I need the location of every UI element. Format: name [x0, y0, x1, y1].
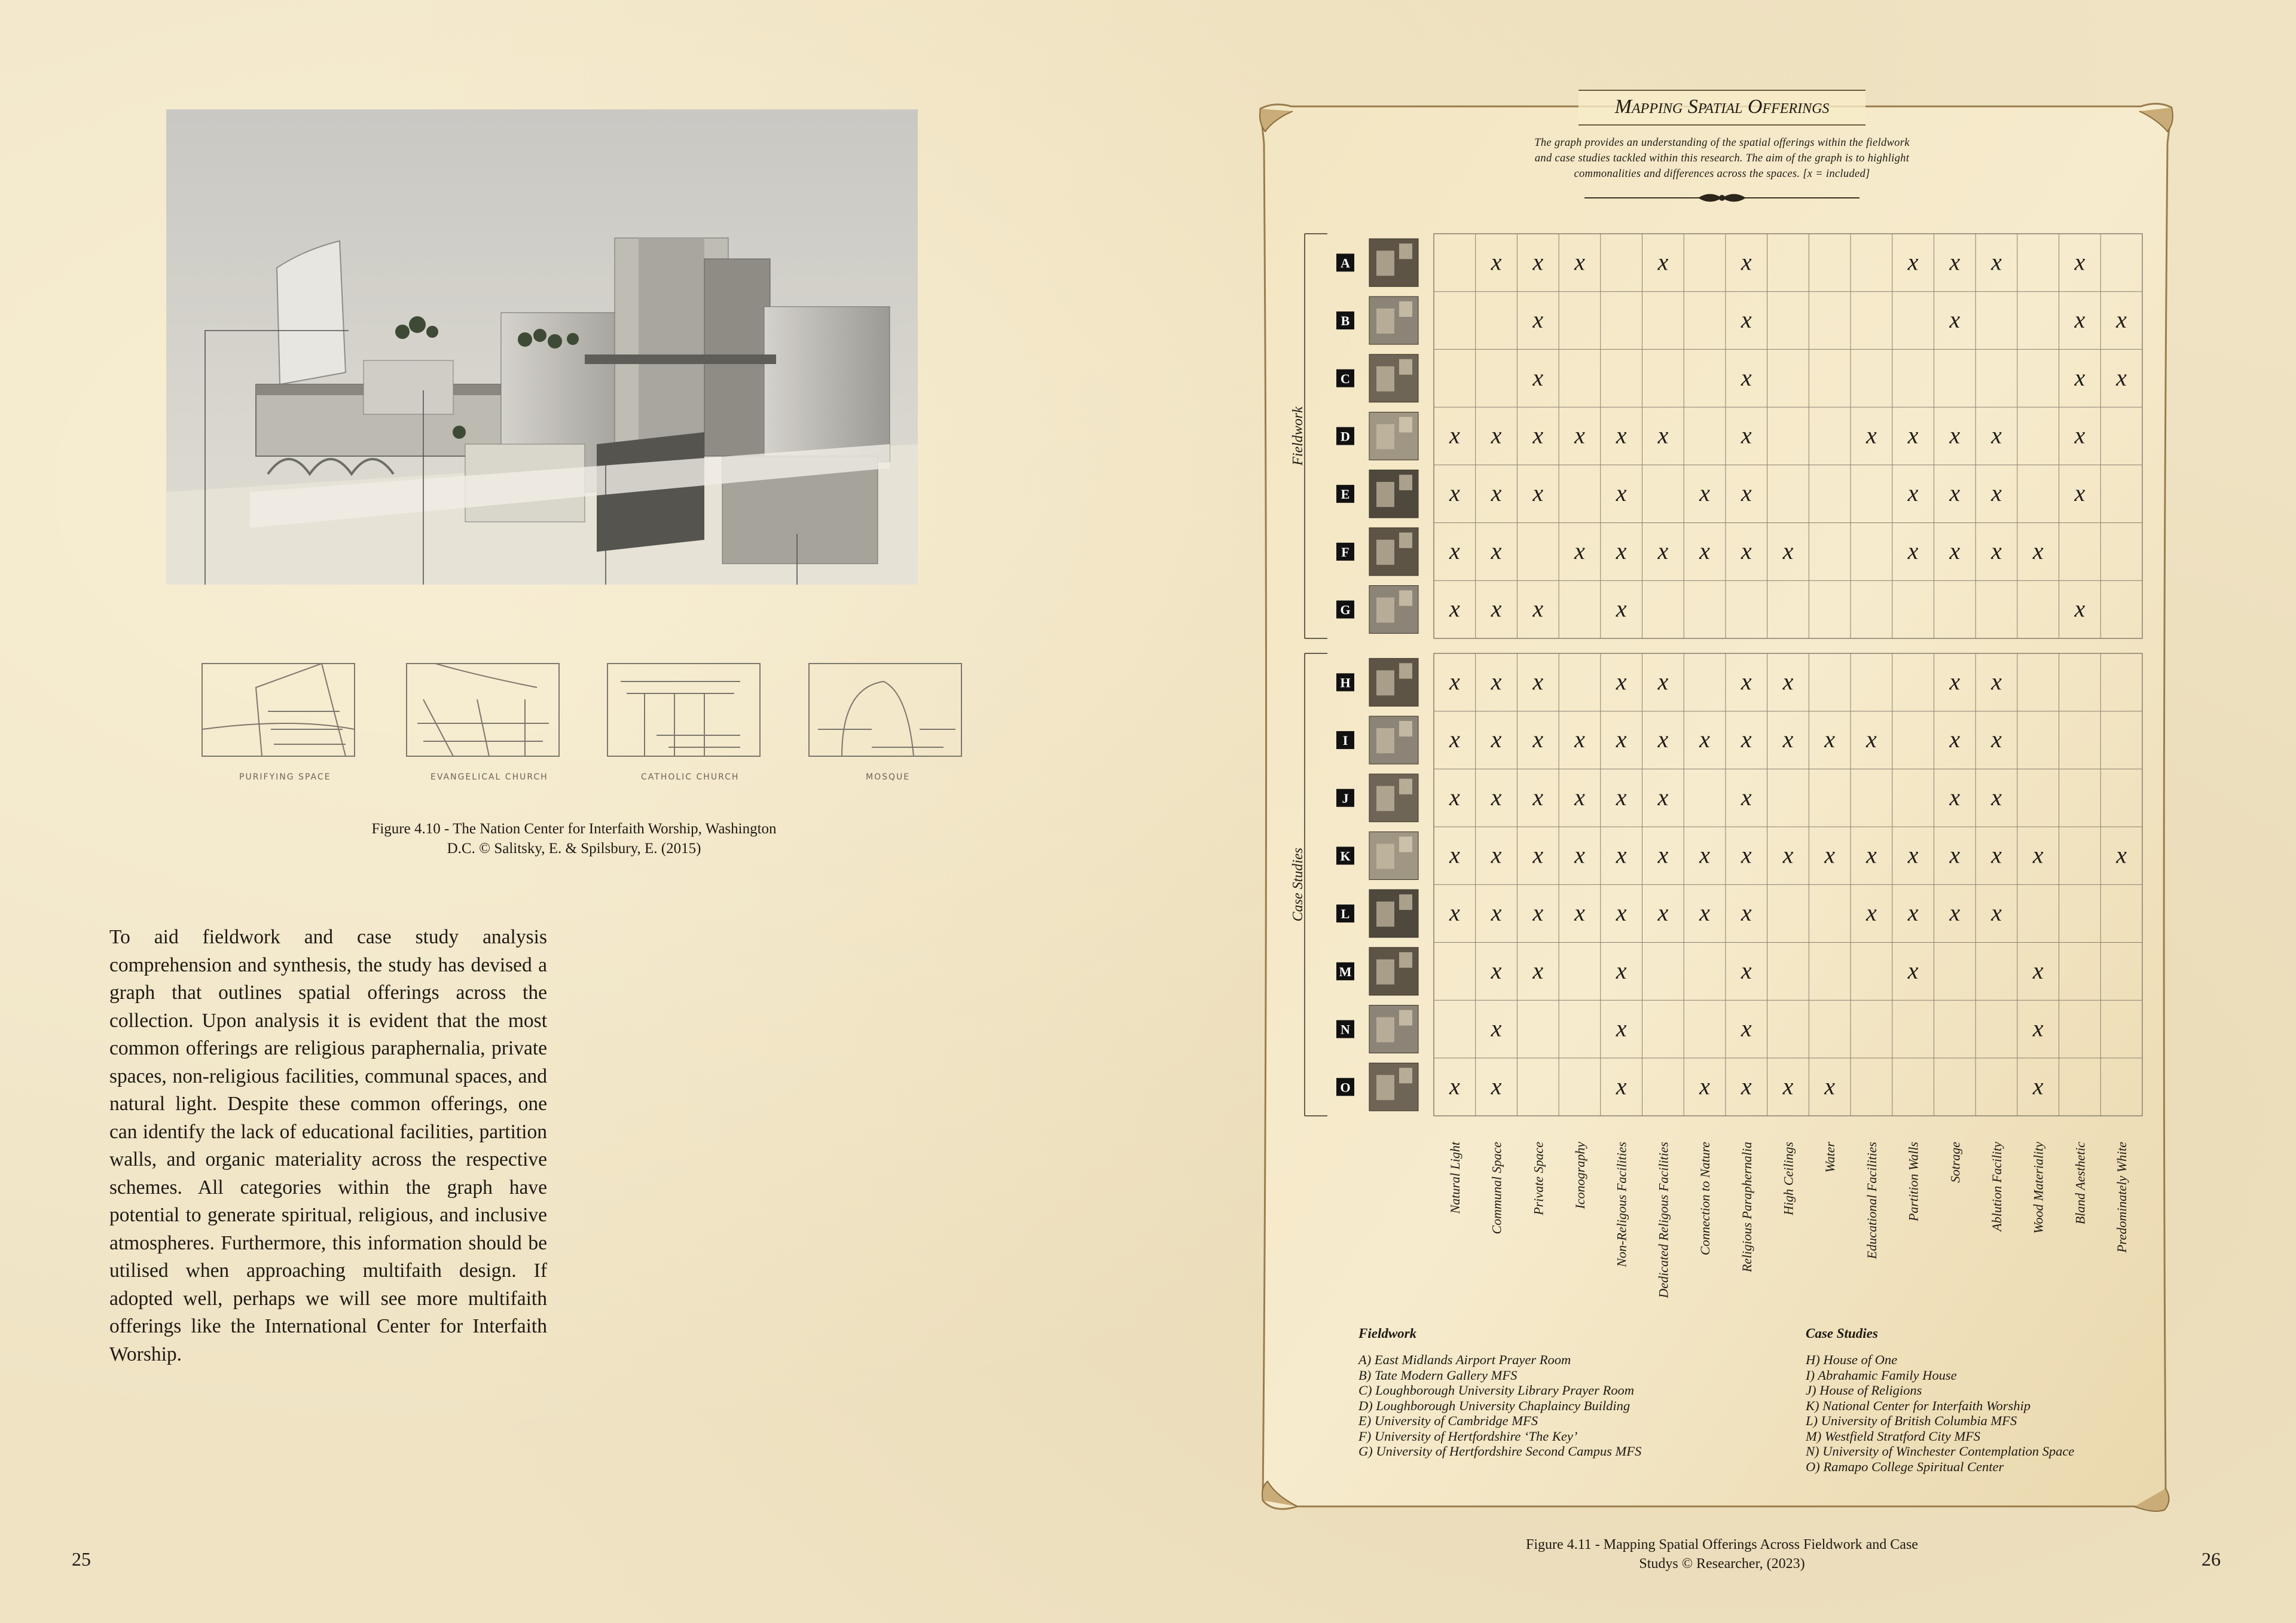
row-label: L — [1341, 906, 1350, 922]
row-label: K — [1340, 848, 1351, 864]
row-label: H — [1340, 675, 1351, 690]
row-thumbnail-detail — [1376, 1017, 1394, 1043]
offering-mark: x — [1991, 537, 2002, 564]
legend-item: M) Westfield Stratford City MFS — [1806, 1428, 1981, 1444]
legend-item: J) House of Religions — [1806, 1383, 1922, 1398]
caption-line: Figure 4.11 - Mapping Spatial Offerings Across Fieldwork and Case — [1526, 1537, 1918, 1552]
offering-mark: x — [1824, 726, 1836, 753]
row-thumbnail-detail — [1399, 243, 1412, 259]
offering-mark: x — [2074, 421, 2086, 449]
offering-mark: x — [1657, 899, 1669, 927]
column-label: Ablution Facility — [1989, 1142, 2004, 1231]
offering-mark: x — [1824, 1072, 1836, 1100]
offering-mark: x — [1699, 537, 1710, 564]
offering-mark: x — [1532, 248, 1544, 276]
legend-item: K) National Center for Interfaith Worship — [1806, 1398, 2031, 1413]
row-label: A — [1341, 255, 1350, 271]
offering-mark: x — [2074, 363, 2086, 391]
offering-mark: x — [1491, 783, 1502, 811]
column-label: Bland Aesthetic — [2072, 1142, 2088, 1225]
column-label: Communal Space — [1489, 1142, 1504, 1234]
legend-item: F) University of Hertfordshire ‘The Key’ — [1358, 1428, 1578, 1444]
row-label: B — [1341, 313, 1350, 329]
offering-mark: x — [1949, 841, 1961, 869]
offering-mark: x — [1699, 479, 1710, 507]
offering-mark: x — [1491, 421, 1502, 449]
offering-mark: x — [1907, 248, 1919, 276]
offering-mark: x — [2074, 306, 2086, 334]
row-thumbnail-detail — [1376, 598, 1394, 623]
offering-mark: x — [2116, 841, 2127, 869]
offering-mark: x — [1907, 479, 1919, 507]
offering-mark: x — [1574, 726, 1585, 753]
render-label-mosque: MOSQUE — [866, 772, 911, 782]
offering-mark: x — [1907, 841, 1919, 869]
offering-mark: x — [1949, 479, 1961, 507]
offering-mark: x — [1616, 841, 1627, 869]
offering-mark: x — [1866, 421, 1877, 449]
row-thumbnail-detail — [1399, 533, 1412, 548]
offering-mark: x — [1741, 668, 1752, 695]
offering-mark: x — [1532, 783, 1544, 811]
offering-mark: x — [1741, 1014, 1752, 1042]
offering-mark: x — [1866, 841, 1877, 869]
offering-mark: x — [1491, 1072, 1502, 1100]
offering-mark: x — [2032, 841, 2044, 869]
offering-mark: x — [2074, 479, 2086, 507]
offering-mark: x — [2116, 363, 2127, 391]
offering-mark: x — [2032, 537, 2044, 564]
offering-mark: x — [1532, 726, 1544, 753]
row-label: M — [1339, 964, 1352, 979]
legend-item: G) University of Hertfordshire Second Campus MFS — [1358, 1444, 1642, 1459]
offering-mark: x — [1782, 668, 1794, 695]
legend-item: L) University of British Columbia MFS — [1806, 1413, 2017, 1428]
offering-mark: x — [1699, 899, 1710, 927]
row-label: F — [1341, 544, 1349, 560]
architectural-render — [166, 109, 918, 585]
row-thumbnail-detail — [1376, 482, 1394, 507]
column-label: Educational Facilities — [1864, 1142, 1879, 1260]
offering-mark: x — [1991, 248, 2002, 276]
offering-mark: x — [1866, 726, 1877, 753]
offering-mark: x — [1991, 668, 2002, 695]
offering-mark: x — [1741, 306, 1752, 334]
offering-mark: x — [1532, 306, 1544, 334]
offering-mark: x — [1532, 668, 1544, 695]
offering-mark: x — [1907, 537, 1919, 564]
row-thumbnail-detail — [1376, 1075, 1394, 1100]
offering-mark: x — [1532, 421, 1544, 449]
row-thumbnail-detail — [1399, 952, 1412, 968]
offering-mark: x — [1907, 956, 1919, 984]
offering-mark: x — [1491, 899, 1502, 927]
offering-mark: x — [1491, 956, 1502, 984]
offering-mark: x — [1616, 783, 1627, 811]
offering-mark: x — [1616, 956, 1627, 984]
row-thumbnail-detail — [1376, 670, 1394, 695]
offering-mark: x — [1949, 248, 1961, 276]
row-thumbnail-detail — [1376, 540, 1394, 565]
offering-mark: x — [2074, 248, 2086, 276]
caption-line: Figure 4.10 - The Nation Center for Interfaith Worship, Washington — [371, 821, 777, 837]
offering-mark: x — [1741, 841, 1752, 869]
chart-title: Mapping Spatial Offerings — [1578, 90, 1866, 126]
legend-case-title: Case Studies — [1806, 1326, 1878, 1341]
offering-mark: x — [1616, 1072, 1627, 1100]
render-label-catholic-church: CATHOLIC CHURCH — [641, 772, 740, 782]
column-label: Partition Walls — [1906, 1142, 1921, 1222]
offering-mark: x — [1949, 421, 1961, 449]
offering-mark: x — [2074, 595, 2086, 622]
column-label: Non-Religous Facilities — [1614, 1142, 1629, 1267]
offering-mark: x — [1574, 841, 1585, 869]
row-thumbnail-detail — [1376, 250, 1394, 276]
offering-mark: x — [1574, 537, 1585, 564]
offering-mark: x — [1741, 726, 1752, 753]
group-label: Fieldwork — [1290, 406, 1306, 466]
offering-mark: x — [1657, 537, 1669, 564]
offering-mark: x — [1991, 841, 2002, 869]
row-thumbnail-detail — [1399, 359, 1412, 375]
offering-mark: x — [1449, 595, 1460, 622]
row-thumbnail-detail — [1376, 959, 1394, 985]
group-label: Case Studies — [1290, 848, 1306, 922]
offering-mark: x — [1449, 668, 1460, 695]
offering-mark: x — [1949, 537, 1961, 564]
chart-subtitle — [1483, 135, 1961, 182]
offering-mark: x — [1699, 726, 1710, 753]
legend-item: E) University of Cambridge MFS — [1358, 1413, 1538, 1428]
caption-line: Studys © Researcher, (2023) — [1639, 1556, 1805, 1572]
offering-mark: x — [1782, 726, 1794, 753]
offering-mark: x — [1907, 421, 1919, 449]
offering-mark: x — [1991, 783, 2002, 811]
offering-mark: x — [1616, 899, 1627, 927]
row-thumbnail-detail — [1376, 424, 1394, 449]
row-thumbnail-detail — [1376, 843, 1394, 869]
offering-mark: x — [1449, 479, 1460, 507]
legend-item: N) University of Winchester Contemplation Space — [1806, 1444, 2075, 1459]
offering-mark: x — [2032, 1072, 2044, 1100]
row-thumbnail-detail — [1376, 901, 1394, 927]
column-label: Dedicated Religous Facilities — [1656, 1142, 1671, 1298]
legend-item: C) Loughborough University Library Prayer Room — [1358, 1383, 1635, 1398]
offering-mark: x — [1782, 537, 1794, 564]
row-label: D — [1341, 429, 1350, 444]
offering-mark: x — [1532, 956, 1544, 984]
row-thumbnail-detail — [1376, 786, 1394, 811]
body-paragraph: To aid fieldwork and case study analysis comprehension and synthesis, the study has devised a graph that outlines spatial offerings across the collection. Upon analysis it is evident that the most common offerings are religious paraphernalia, private spaces, non-religious facilities, communal spaces, and natural light. Despite these common offerings, one can identify the lack of educational facilities, partition walls, and organic materiality across the respective schemes. All categories within the graph have potential to generate spiritual, religious, and inclusive atmospheres. Furthermore, this information should be utilised when approaching multifaith design. If adopted well, perhaps we will see more multifaith offerings like the International Center for Interfaith Worship. — [109, 926, 547, 1365]
offering-mark: x — [1449, 899, 1460, 927]
offering-mark: x — [1491, 1014, 1502, 1042]
render-label-evangelical-church: EVANGELICAL CHURCH — [430, 772, 548, 782]
offering-mark: x — [1491, 841, 1502, 869]
offering-mark: x — [1741, 956, 1752, 984]
offering-mark: x — [1741, 421, 1752, 449]
subtitle-line: commonalities and differences across the spaces. [x = included] — [1574, 168, 1870, 180]
row-thumbnail-detail — [1376, 366, 1394, 392]
page-number-left: 25 — [72, 1548, 91, 1570]
legend-item: O) Ramapo College Spiritual Center — [1806, 1459, 2004, 1474]
offering-mark: x — [1616, 1014, 1627, 1042]
offering-mark: x — [1699, 841, 1710, 869]
offering-mark: x — [1741, 248, 1752, 276]
page-number-right: 26 — [2202, 1548, 2221, 1570]
row-label: N — [1341, 1022, 1350, 1037]
offering-mark: x — [1657, 783, 1669, 811]
offering-mark: x — [1699, 1072, 1710, 1100]
offering-mark: x — [1491, 726, 1502, 753]
offering-mark: x — [1949, 668, 1961, 695]
column-label: Connection to Nature — [1697, 1142, 1713, 1255]
offering-mark: x — [1866, 899, 1877, 927]
row-thumbnail-detail — [1399, 894, 1412, 910]
row-thumbnail-detail — [1399, 663, 1412, 678]
offering-mark: x — [1449, 783, 1460, 811]
offering-mark: x — [2032, 1014, 2044, 1042]
figure-caption-4-11 — [1489, 1535, 1955, 1573]
legend-item: D) Loughborough University Chaplaincy Building — [1358, 1398, 1631, 1413]
legend-item: I) Abrahamic Family House — [1806, 1367, 1957, 1383]
offering-mark: x — [1741, 783, 1752, 811]
legend-item: A) East Midlands Airport Prayer Room — [1358, 1352, 1571, 1367]
offering-mark: x — [1449, 841, 1460, 869]
offering-mark: x — [1741, 537, 1752, 564]
offering-mark: x — [1991, 726, 2002, 753]
offering-mark: x — [2116, 306, 2127, 334]
column-label: Water — [1822, 1142, 1838, 1173]
row-label: C — [1341, 371, 1350, 386]
column-label: Wood Materiality — [2031, 1142, 2046, 1234]
row-label: J — [1342, 790, 1349, 806]
offering-mark: x — [1657, 841, 1669, 869]
offering-mark: x — [1657, 248, 1669, 276]
row-label: O — [1340, 1080, 1351, 1095]
offering-mark: x — [1616, 668, 1627, 695]
legend-item: H) House of One — [1806, 1352, 1898, 1367]
offering-mark: x — [1991, 479, 2002, 507]
legend-case-studies — [1806, 1326, 2074, 1474]
offering-mark: x — [1741, 479, 1752, 507]
offering-mark: x — [1616, 479, 1627, 507]
offering-mark: x — [1616, 537, 1627, 564]
row-thumbnail-detail — [1376, 728, 1394, 753]
row-thumbnail-detail — [1399, 721, 1412, 736]
offering-mark: x — [1949, 726, 1961, 753]
offering-mark: x — [1532, 595, 1544, 622]
row-thumbnail-detail — [1399, 417, 1412, 432]
offering-mark: x — [1491, 668, 1502, 695]
offering-mark: x — [1991, 899, 2002, 927]
row-thumbnail-detail — [1376, 308, 1394, 334]
section-sketches — [166, 628, 991, 789]
offering-mark: x — [1449, 537, 1460, 564]
offering-mark: x — [1657, 668, 1669, 695]
offering-mark: x — [1532, 841, 1544, 869]
render-label-purifying-space: PURIFYING SPACE — [239, 772, 331, 782]
subtitle-line: The graph provides an understanding of the spatial offerings within the fieldwork — [1534, 137, 1910, 149]
offering-mark: x — [1949, 899, 1961, 927]
row-label: I — [1342, 733, 1348, 748]
offering-mark: x — [1907, 899, 1919, 927]
offering-mark: x — [1574, 421, 1585, 449]
column-label: High Ceilings — [1781, 1142, 1796, 1215]
offering-mark: x — [1616, 421, 1627, 449]
offering-mark: x — [1657, 726, 1669, 753]
row-thumbnail-detail — [1399, 301, 1412, 317]
ornament-divider — [1584, 189, 1860, 207]
caption-line: D.C. © Salitsky, E. & Spilsbury, E. (2015) — [447, 840, 701, 857]
offering-mark: x — [1532, 363, 1544, 391]
offering-mark: x — [1491, 248, 1502, 276]
offering-mark: x — [1449, 421, 1460, 449]
column-label: Natural Light — [1447, 1142, 1463, 1214]
offering-mark: x — [1782, 841, 1794, 869]
offering-mark: x — [1741, 899, 1752, 927]
row-thumbnail-detail — [1399, 1068, 1412, 1083]
row-thumbnail-detail — [1399, 591, 1412, 606]
column-label: Predominately White — [2114, 1142, 2130, 1253]
offering-mark: x — [1949, 306, 1961, 334]
legend-fieldwork — [1358, 1326, 1641, 1459]
row-label: G — [1340, 602, 1351, 618]
offering-mark: x — [1491, 479, 1502, 507]
offering-mark: x — [1657, 421, 1669, 449]
offerings-matrix — [1256, 227, 2176, 1303]
offering-mark: x — [1616, 595, 1627, 622]
offering-mark: x — [1741, 363, 1752, 391]
offering-mark: x — [1574, 899, 1585, 927]
legend-fieldwork-title: Fieldwork — [1358, 1326, 1417, 1341]
offering-mark: x — [1449, 726, 1460, 753]
row-thumbnail-detail — [1399, 779, 1412, 794]
offering-mark: x — [1991, 421, 2002, 449]
column-label: Religious Paraphernalia — [1739, 1142, 1754, 1273]
offering-mark: x — [1949, 783, 1961, 811]
column-label: Private Space — [1531, 1142, 1546, 1215]
figure-caption-4-10 — [311, 819, 837, 858]
offering-mark: x — [1491, 595, 1502, 622]
row-thumbnail-detail — [1399, 475, 1412, 490]
offering-mark: x — [1574, 248, 1585, 276]
offering-mark: x — [1824, 841, 1836, 869]
offering-mark: x — [1741, 1072, 1752, 1100]
offering-mark: x — [1491, 537, 1502, 564]
offering-mark: x — [1782, 1072, 1794, 1100]
row-thumbnail-detail — [1399, 836, 1412, 852]
offering-mark: x — [1616, 726, 1627, 753]
row-thumbnail-detail — [1399, 1010, 1412, 1026]
column-label: Sotrage — [1947, 1142, 1963, 1183]
offering-mark: x — [1574, 783, 1585, 811]
row-label: E — [1341, 487, 1350, 502]
offering-mark: x — [2032, 956, 2044, 984]
legend-item: B) Tate Modern Gallery MFS — [1358, 1367, 1518, 1383]
offering-mark: x — [1449, 1072, 1460, 1100]
column-label: Iconography — [1572, 1142, 1587, 1209]
offering-mark: x — [1532, 899, 1544, 927]
offering-mark: x — [1532, 479, 1544, 507]
subtitle-line: and case studies tackled within this research. The aim of the graph is to highlight — [1534, 152, 1910, 164]
